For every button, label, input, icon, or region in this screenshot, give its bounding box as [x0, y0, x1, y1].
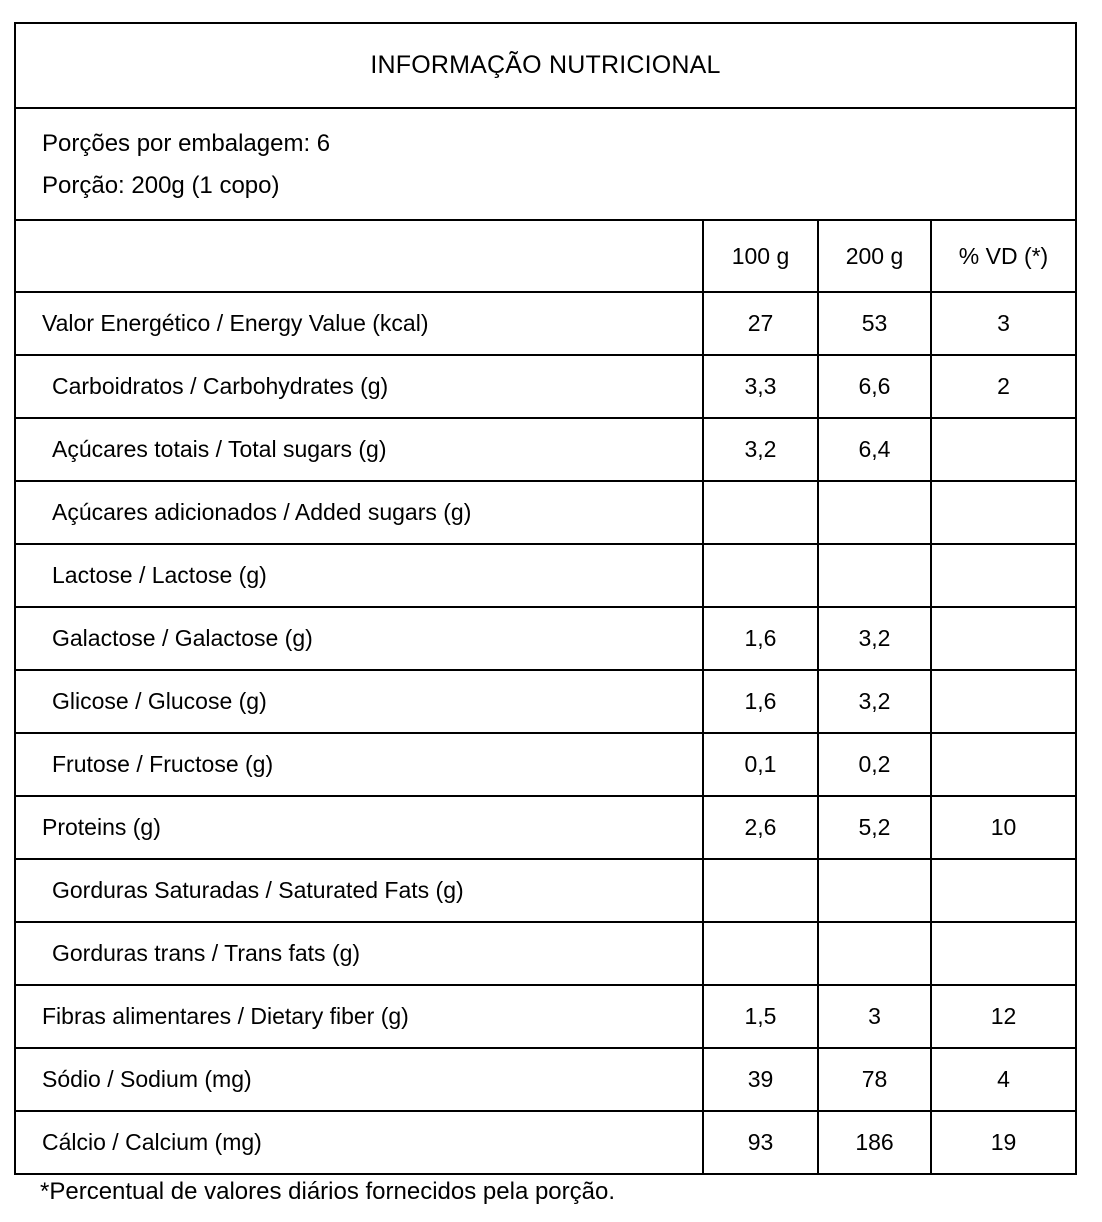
- value-100g: [703, 481, 818, 544]
- table-row: [15, 796, 1076, 859]
- value-100g: 1,6: [703, 670, 818, 733]
- row-label: Valor Energético / Energy Value (kcal): [15, 292, 703, 355]
- table-row: [15, 859, 1076, 922]
- value-100g: [703, 922, 818, 985]
- value-200g: 186: [818, 1111, 931, 1174]
- value-vd: [931, 859, 1076, 922]
- row-label: Carboidratos / Carbohydrates (g): [15, 355, 703, 418]
- row-label: Açúcares totais / Total sugars (g): [15, 418, 703, 481]
- servings-per-package: Porções por embalagem: 6: [42, 130, 331, 157]
- table-row: [15, 985, 1076, 1048]
- value-200g: 5,2: [818, 796, 931, 859]
- row-label: Açúcares adicionados / Added sugars (g): [15, 481, 703, 544]
- row-label: Gorduras Saturadas / Saturated Fats (g): [15, 859, 703, 922]
- value-vd: 4: [931, 1048, 1076, 1111]
- row-label: Proteins (g): [15, 796, 703, 859]
- value-vd: [931, 544, 1076, 607]
- table-row: [15, 418, 1076, 481]
- table-row: [15, 292, 1076, 355]
- row-label: Glicose / Glucose (g): [15, 670, 703, 733]
- table-row: [15, 544, 1076, 607]
- value-vd: [931, 607, 1076, 670]
- value-100g: [703, 859, 818, 922]
- value-vd: 10: [931, 796, 1076, 859]
- servings-row: [15, 108, 1076, 220]
- table-row: [15, 1048, 1076, 1111]
- value-200g: 53: [818, 292, 931, 355]
- servings-cell: [15, 108, 1076, 220]
- value-200g: 3: [818, 985, 931, 1048]
- value-100g: 1,6: [703, 607, 818, 670]
- row-label: Lactose / Lactose (g): [15, 544, 703, 607]
- value-200g: [818, 922, 931, 985]
- table-row: [15, 481, 1076, 544]
- value-vd: 2: [931, 355, 1076, 418]
- value-vd: [931, 481, 1076, 544]
- value-200g: 6,4: [818, 418, 931, 481]
- value-100g: 93: [703, 1111, 818, 1174]
- value-100g: 3,2: [703, 418, 818, 481]
- value-vd: 19: [931, 1111, 1076, 1174]
- daily-values-footnote: *Percentual de valores diários fornecidos pela porção.: [40, 1178, 616, 1205]
- value-200g: 0,2: [818, 733, 931, 796]
- value-200g: [818, 481, 931, 544]
- value-vd: [931, 418, 1076, 481]
- title-row: [15, 23, 1076, 108]
- value-100g: 0,1: [703, 733, 818, 796]
- row-label: Fibras alimentares / Dietary fiber (g): [15, 985, 703, 1048]
- row-label: Gorduras trans / Trans fats (g): [15, 922, 703, 985]
- row-label: Galactose / Galactose (g): [15, 607, 703, 670]
- row-label: Cálcio / Calcium (mg): [15, 1111, 703, 1174]
- column-header-empty: [15, 220, 703, 292]
- page-title: INFORMAÇÃO NUTRICIONAL: [15, 23, 1076, 108]
- value-100g: 27: [703, 292, 818, 355]
- table-row: [15, 733, 1076, 796]
- value-100g: 39: [703, 1048, 818, 1111]
- value-vd: [931, 670, 1076, 733]
- value-200g: 78: [818, 1048, 931, 1111]
- value-vd: [931, 733, 1076, 796]
- column-header-100g: 100 g: [703, 220, 818, 292]
- value-200g: [818, 859, 931, 922]
- row-label: Sódio / Sodium (mg): [15, 1048, 703, 1111]
- table-row: [15, 922, 1076, 985]
- value-vd: 3: [931, 292, 1076, 355]
- value-200g: 3,2: [818, 670, 931, 733]
- row-label: Frutose / Fructose (g): [15, 733, 703, 796]
- column-header-row: [15, 220, 1076, 292]
- table-row: [15, 355, 1076, 418]
- table-row: [15, 670, 1076, 733]
- column-header-vd: % VD (*): [931, 220, 1076, 292]
- nutrition-table: [14, 22, 1077, 1175]
- value-100g: 2,6: [703, 796, 818, 859]
- serving-size: Porção: 200g (1 copo): [42, 172, 280, 199]
- value-100g: 1,5: [703, 985, 818, 1048]
- table-row: [15, 1111, 1076, 1174]
- value-200g: [818, 544, 931, 607]
- value-100g: 3,3: [703, 355, 818, 418]
- column-header-200g: 200 g: [818, 220, 931, 292]
- value-200g: 3,2: [818, 607, 931, 670]
- table-row: [15, 607, 1076, 670]
- value-vd: 12: [931, 985, 1076, 1048]
- value-100g: [703, 544, 818, 607]
- value-vd: [931, 922, 1076, 985]
- value-200g: 6,6: [818, 355, 931, 418]
- nutrition-table-body: [15, 292, 1076, 1174]
